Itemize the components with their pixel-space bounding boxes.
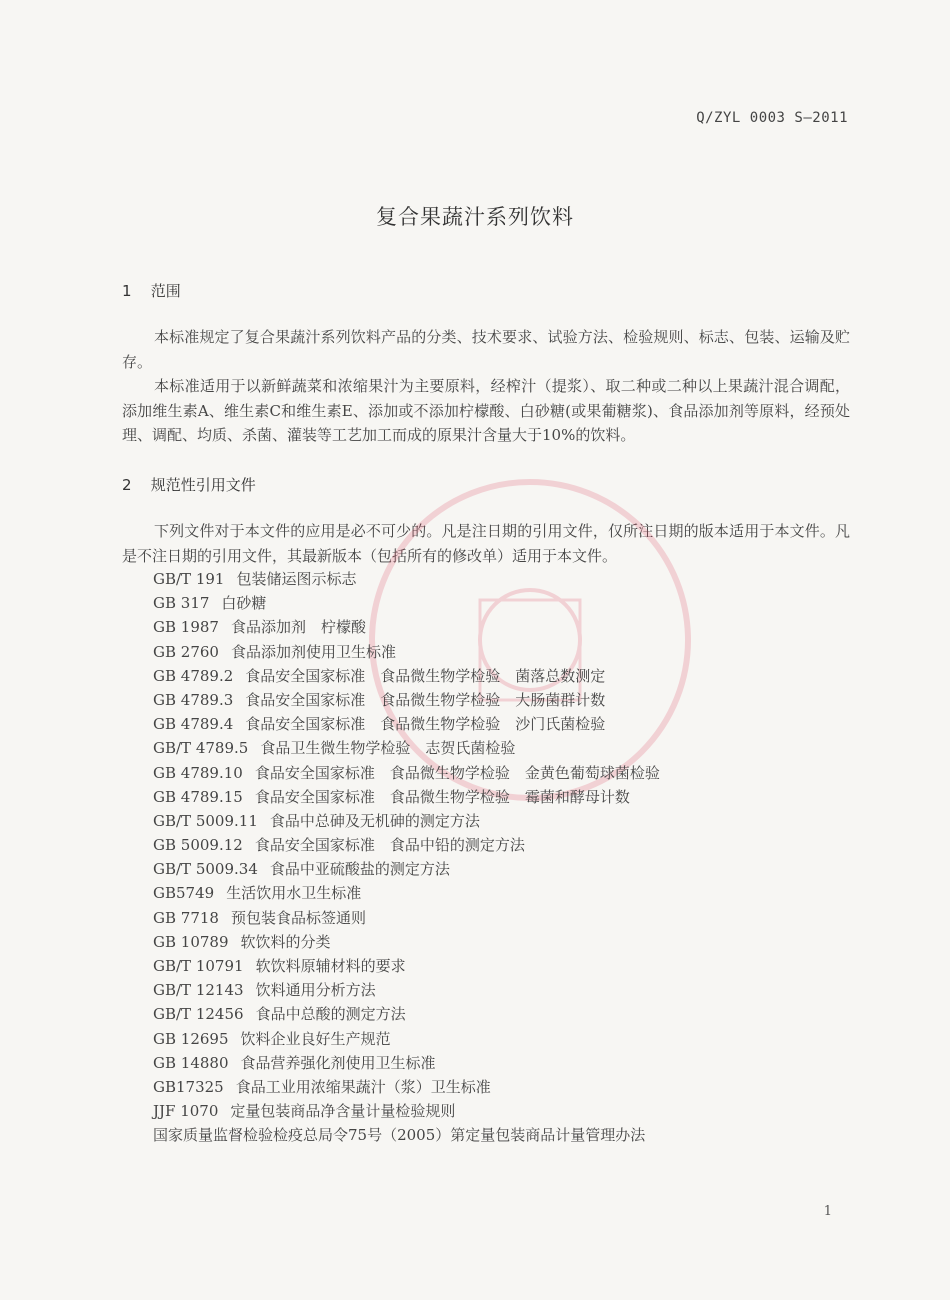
reference-title: 预包装食品标签通则 [230, 908, 366, 927]
list-item [153, 591, 660, 615]
reference-code: GB5749 [153, 884, 215, 903]
list-item [153, 881, 660, 905]
reference-code: GB 4789.4 [153, 715, 234, 734]
list-item [153, 1027, 660, 1051]
reference-code: GB 12695 [153, 1029, 229, 1048]
list-item [153, 833, 660, 857]
reference-code: GB 5009.12 [153, 836, 243, 855]
reference-title: 包装储运图示标志 [236, 570, 357, 588]
reference-title: 第定量包装商品计量管理办法 [450, 1126, 646, 1145]
reference-title: 食品添加剂 柠檬酸 [230, 618, 366, 637]
list-item [153, 640, 660, 664]
reference-title: 食品安全国家标准 食品微生物学检验 霉菌和酵母计数 [254, 787, 630, 806]
list-item [153, 761, 660, 785]
list-item [153, 567, 660, 591]
reference-title: 食品中总砷及无机砷的测定方法 [269, 811, 480, 830]
reference-title: 食品中总酸的测定方法 [255, 1005, 406, 1024]
reference-title: 定量包装商品净含量计量检验规则 [230, 1102, 456, 1121]
list-item [153, 688, 660, 712]
reference-code: GB 2760 [153, 642, 219, 661]
reference-code: GB/T 5009.34 [153, 860, 258, 879]
reference-list [153, 567, 660, 1148]
reference-title: 食品卫生微生物学检验 志贺氏菌检验 [260, 739, 516, 758]
reference-title: 食品中亚硫酸盐的测定方法 [269, 860, 450, 879]
reference-code: GB 10789 [153, 932, 229, 951]
list-item [153, 857, 660, 881]
reference-code: GB/T 4789.5 [153, 739, 249, 758]
list-item [153, 736, 660, 760]
page-number: 1 [823, 1204, 832, 1219]
reference-code: GB/T 12143 [153, 981, 244, 1000]
reference-code: 国家质量监督检验检疫总局令75号（2005） [153, 1126, 451, 1145]
section-title: 规范性引用文件 [150, 476, 256, 494]
reference-title: 食品安全国家标准 食品微生物学检验 菌落总数测定 [245, 666, 606, 685]
paragraph: 下列文件对于本文件的应用是必不可少的。凡是注日期的引用文件，仅所注日期的版本适用于本文件。凡是不注日期的引用文件，其最新版本（包括所有的修改单）适用于本文件。 [122, 522, 850, 565]
paragraph: 本标准规定了复合果蔬汁系列饮料产品的分类、技术要求、试验方法、检验规则、标志、包装、运输及贮存。 [122, 328, 850, 371]
reference-code: GB17325 [153, 1077, 224, 1096]
list-item [153, 978, 660, 1002]
reference-code: JJF 1070 [153, 1102, 219, 1121]
reference-code: GB/T 12456 [153, 1005, 244, 1024]
paragraph: 本标准适用于以新鲜蔬菜和浓缩果汁为主要原料，经榨汁（提浆）、取二种或二种以上果蔬汁混合调配，添加维生素A、维生素C和维生素E、添加或不添加柠檬酸、白砂糖(或果葡糖浆)、食品添加剂等原料，经预处理、调配、均质、杀菌、灌装等工艺加工而成的原果汁含量大于10%的饮料。 [122, 377, 850, 444]
reference-title: 饮料企业良好生产规范 [240, 1029, 391, 1048]
list-item [153, 664, 660, 688]
reference-title: 软饮料原辅材料的要求 [255, 957, 406, 975]
list-item [153, 1075, 660, 1099]
reference-code: GB 4789.3 [153, 690, 234, 709]
doc-code: Q/ZYL 0003 S—2011 [696, 110, 848, 126]
list-item [153, 809, 660, 833]
reference-title: 食品工业用浓缩果蔬汁（浆）卫生标准 [235, 1077, 491, 1096]
reference-title: 食品安全国家标准 食品微生物学检验 金黄色葡萄球菌检验 [254, 763, 660, 782]
section-1-heading [122, 280, 181, 301]
list-item [153, 1123, 660, 1147]
reference-code: GB 7718 [153, 908, 219, 927]
reference-title: 生活饮用水卫生标准 [226, 884, 362, 903]
reference-code: GB/T 191 [153, 570, 225, 588]
reference-title: 白砂糖 [221, 594, 267, 613]
list-item [153, 954, 660, 978]
list-item [153, 1051, 660, 1075]
list-item [153, 906, 660, 930]
list-item [153, 712, 660, 736]
page-title: 复合果蔬汁系列饮料 [376, 205, 574, 229]
section-number: 2 [122, 476, 132, 494]
reference-code: GB 4789.2 [153, 666, 234, 685]
reference-title: 食品安全国家标准 食品中铅的测定方法 [254, 836, 525, 855]
reference-title: 饮料通用分析方法 [255, 981, 376, 1000]
reference-title: 食品添加剂使用卫生标准 [230, 642, 396, 661]
list-item [153, 1099, 660, 1123]
reference-code: GB 4789.10 [153, 763, 243, 782]
reference-code: GB 14880 [153, 1053, 229, 1072]
section-2-heading [122, 474, 256, 495]
section-title: 范围 [150, 282, 181, 300]
list-item [153, 1002, 660, 1026]
list-item [153, 785, 660, 809]
reference-code: GB 4789.15 [153, 787, 243, 806]
reference-title: 软饮料的分类 [240, 932, 331, 951]
reference-title: 食品营养强化剂使用卫生标准 [240, 1053, 436, 1072]
reference-title: 食品安全国家标准 食品微生物学检验 大肠菌群计数 [245, 690, 606, 709]
reference-title: 食品安全国家标准 食品微生物学检验 沙门氏菌检验 [245, 715, 606, 734]
reference-code: GB/T 5009.11 [153, 811, 258, 830]
section-number: 1 [122, 282, 132, 300]
reference-code: GB/T 10791 [153, 957, 244, 975]
list-item [153, 615, 660, 639]
list-item [153, 930, 660, 954]
reference-code: GB 317 [153, 594, 210, 613]
reference-code: GB 1987 [153, 618, 219, 637]
